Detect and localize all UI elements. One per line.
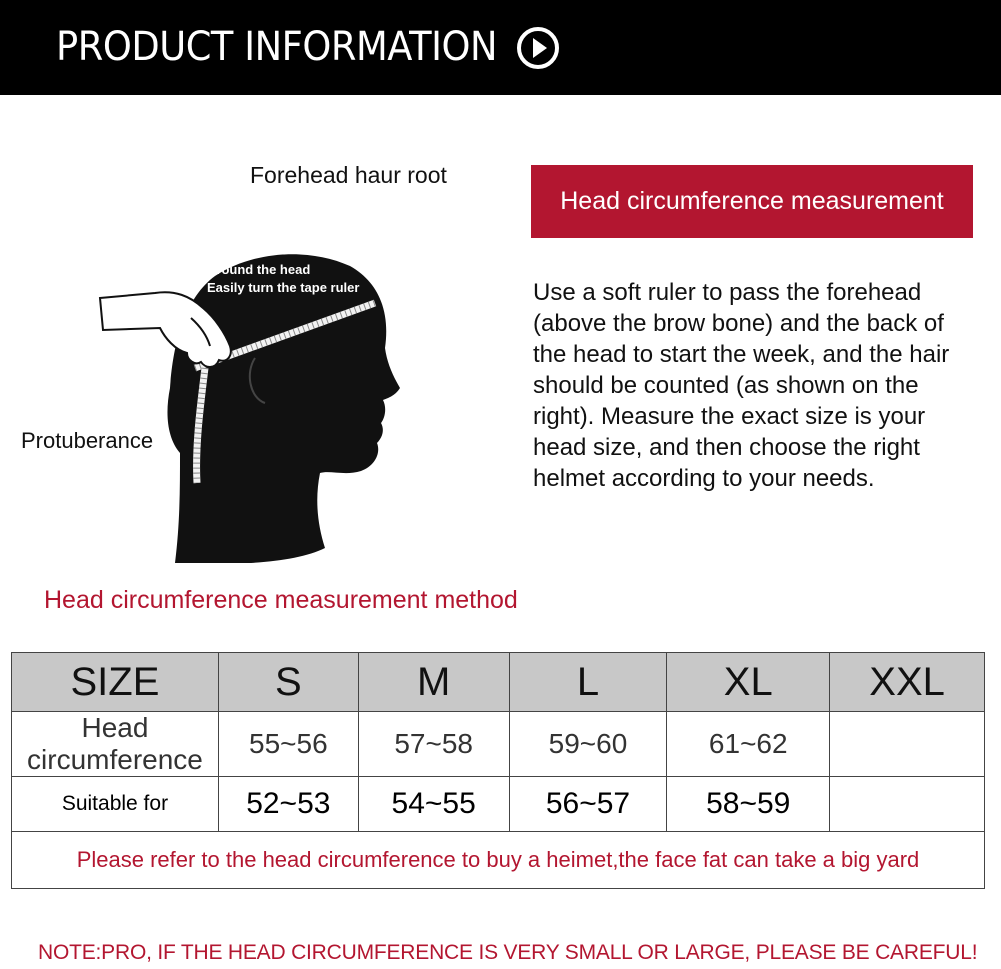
table-cell: 52~53 bbox=[218, 777, 358, 832]
protuberance-label: Protuberance bbox=[21, 428, 154, 453]
tape-label-turn: Easily turn the tape ruler bbox=[207, 280, 360, 295]
table-cell bbox=[830, 777, 985, 832]
table-cell: 55~56 bbox=[218, 712, 358, 777]
size-header-cell: XL bbox=[667, 653, 830, 712]
forehead-label: Forehead haur root bbox=[250, 162, 447, 188]
play-circle-icon bbox=[515, 25, 561, 71]
row-label: Head circumference bbox=[12, 712, 219, 777]
tape-label-around: Around the head bbox=[207, 262, 311, 277]
table-note: Please refer to the head circumference to buy a heimet,the face fat can take a big yard bbox=[12, 832, 985, 889]
row-label: Suitable for bbox=[12, 777, 219, 832]
measurement-badge: Head circumference measurement bbox=[531, 165, 973, 238]
size-header-cell: S bbox=[218, 653, 358, 712]
page-title: PRODUCT INFORMATION bbox=[56, 24, 498, 70]
bottom-note: NOTE:PRO, IF THE HEAD CIRCUMFERENCE IS VERY SMALL OR LARGE, PLEASE BE CAREFUL! bbox=[38, 941, 978, 964]
size-header-row bbox=[12, 653, 985, 712]
table-row bbox=[12, 712, 985, 777]
table-cell: 59~60 bbox=[509, 712, 667, 777]
table-cell: 54~55 bbox=[358, 777, 509, 832]
table-cell: 56~57 bbox=[509, 777, 667, 832]
size-header-cell: SIZE bbox=[12, 653, 219, 712]
table-cell bbox=[830, 712, 985, 777]
measurement-instructions: Use a soft ruler to pass the forehead (above the brow bone) and the back of the head to start the week, and the hair should be counted (as shown on the right). Measure the exact size is your head size, and then choose the right helmet according to your needs. bbox=[533, 279, 950, 492]
table-cell: 57~58 bbox=[358, 712, 509, 777]
table-note-row bbox=[12, 832, 985, 889]
header-bar bbox=[0, 0, 1001, 95]
size-header-cell: XXL bbox=[830, 653, 985, 712]
size-header-cell: M bbox=[358, 653, 509, 712]
table-cell: 58~59 bbox=[667, 777, 830, 832]
method-title: Head circumference measurement method bbox=[44, 586, 518, 614]
size-table bbox=[11, 652, 985, 889]
table-row bbox=[12, 777, 985, 832]
table-cell: 61~62 bbox=[667, 712, 830, 777]
size-header-cell: L bbox=[509, 653, 667, 712]
